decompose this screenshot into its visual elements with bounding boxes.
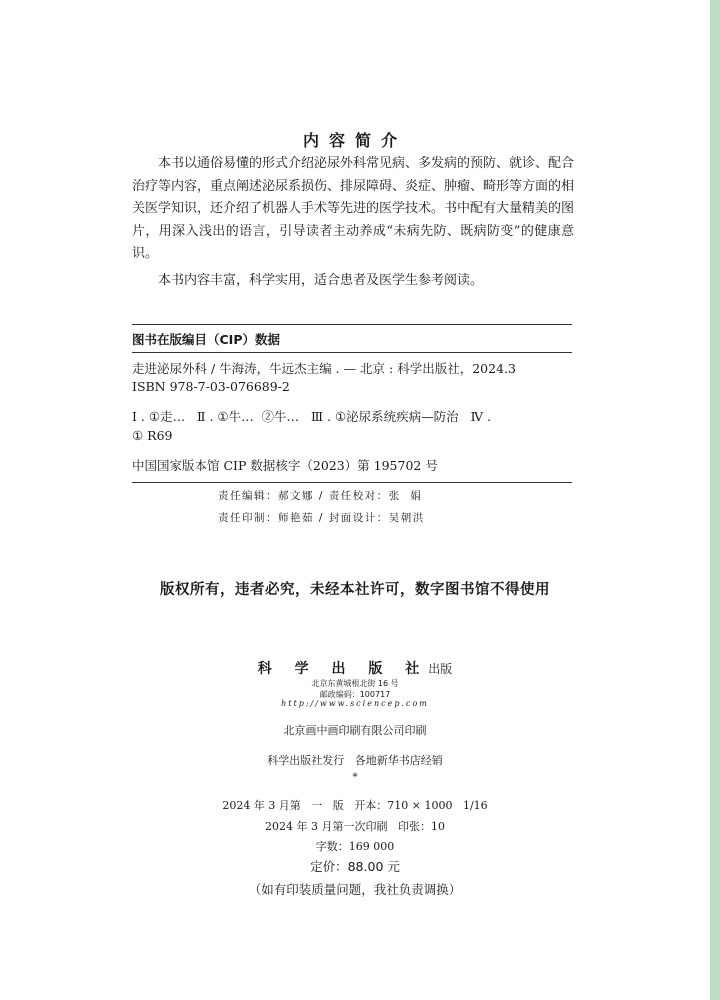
summary-paragraph-2: 本书内容丰富，科学实用，适合患者及医学生参考阅读。 (158, 272, 484, 288)
summary-body (132, 153, 574, 292)
publisher-logo-text: 科 学 出 版 社 (257, 661, 429, 677)
cip-heading-rule (132, 352, 572, 353)
cip-record-number: 中国国家版本馆 CIP 数据核字（2023）第 195702 号 (132, 458, 438, 473)
summary-title: 内容简介 (302, 131, 407, 150)
staff-line-2: 责任印制：师艳茹 / 封面设计：吴朝洪 (218, 512, 425, 524)
distributor-line: 科学出版社发行 各地新华书店经销 (267, 754, 443, 767)
cip-classification-line-1: Ⅰ . ①走… Ⅱ . ①牛… ②牛… Ⅲ . ①泌尿系统疾病—防治 Ⅳ . (132, 409, 492, 424)
publisher-suffix: 出版 (428, 662, 453, 676)
publisher-name-line (0, 658, 710, 678)
publisher-address: 北京东黄城根北街 16 号 (311, 679, 399, 688)
publisher-postcode: 邮政编码：100717 (319, 690, 391, 699)
staff-line-1: 责任编辑：郝文娜 / 责任校对：张 娟 (218, 490, 423, 502)
publisher-url: http://www.sciencep.com (281, 699, 429, 708)
printer-line: 北京画中画印刷有限公司印刷 (283, 724, 427, 737)
cip-top-rule (132, 324, 572, 325)
cip-classification-line-2: ① R69 (132, 428, 173, 443)
separator-star: * (352, 772, 358, 783)
price: 定价：88.00 元 (310, 859, 400, 874)
edition-line-1: 2024 年 3 月第 一 版 开本：710 × 1000 1/16 (222, 799, 488, 812)
summary-paragraph-1: 本书以通俗易懂的形式介绍泌尿外科常见病、多发病的预防、就诊、配合治疗等内容，重点阐述泌尿系损伤、排尿障碍、炎症、肿瘤、畸形等方面的相关医学知识，还介绍了机器人手术等先进的医学技术。书中配有大量精美的图片，用深入浅出的语言，引导读者主动养成“未病先防、既病防变”的健康意识。 (132, 156, 575, 261)
cip-heading: 图书在版编目（CIP）数据 (132, 332, 280, 347)
cip-title-line: 走进泌尿外科 / 牛海涛，牛远杰主编 . — 北京 : 科学出版社，2024.3 (132, 361, 516, 376)
quality-notice: （如有印装质量问题，我社负责调换） (248, 882, 462, 897)
edition-line-3: 字数：169 000 (315, 840, 395, 853)
copyright-notice: 版权所有，违者必究，未经本社许可，数字图书馆不得使用 (160, 582, 550, 598)
cip-isbn: ISBN 978-7-03-076689-2 (132, 379, 290, 394)
cip-bottom-rule (132, 482, 572, 483)
edition-line-2: 2024 年 3 月第一次印刷 印张：10 (265, 820, 445, 833)
page-edge-strip (710, 0, 720, 1000)
